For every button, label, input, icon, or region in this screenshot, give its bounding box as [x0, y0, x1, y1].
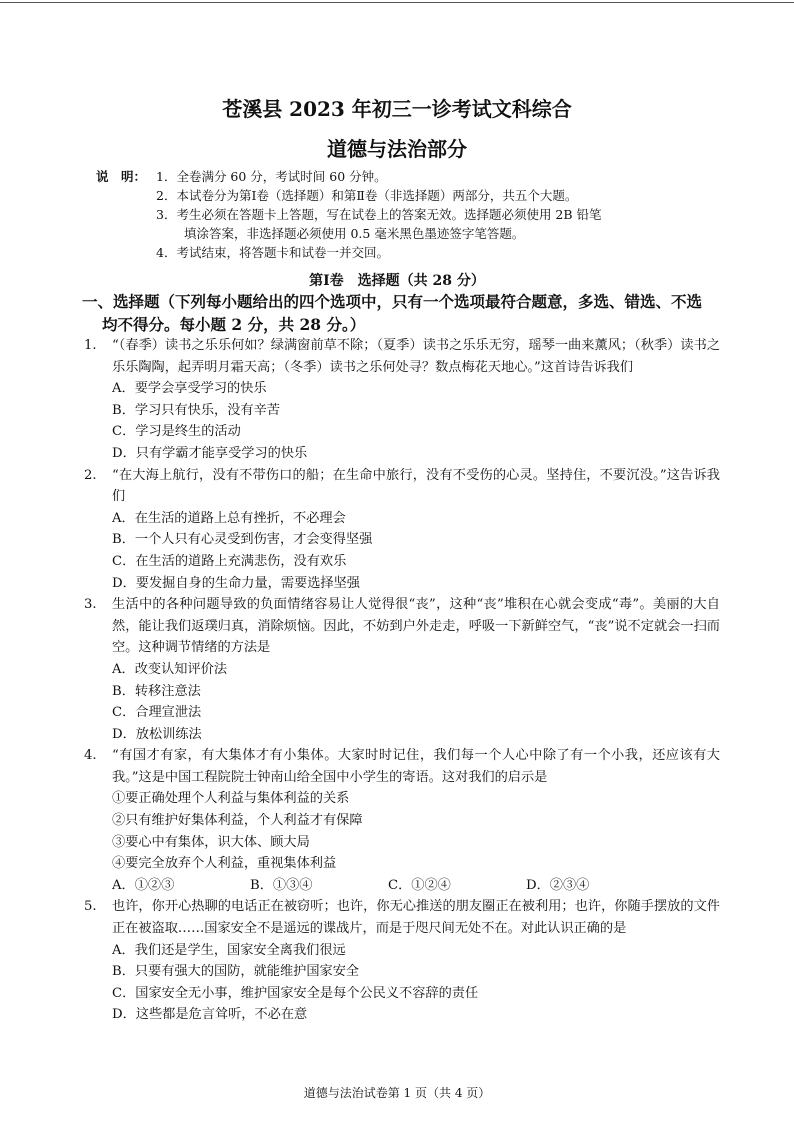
option-d: D．只有学霸才能享受学习的快乐: [112, 445, 308, 461]
option-c: C．在生活的道路上充满悲伤，没有欢乐: [112, 553, 347, 569]
question: [84, 594, 720, 745]
instructions-label: 说 明：: [96, 169, 147, 184]
option-b: B．转移注意法: [112, 683, 201, 699]
option-d: D．要发掘自身的生命力量，需要选择坚强: [112, 575, 360, 591]
option-c: C．学习是终生的活动: [112, 424, 241, 440]
question-list: [84, 335, 720, 1026]
instruction-item: 3．考生必须在答题卡上答题，写在试卷上的答案无效。选择题必须使用 2B 铅笔: [156, 207, 602, 222]
option-b: B．只要有强大的国防，就能维护国家安全: [112, 964, 360, 980]
section-instruction: [82, 290, 722, 336]
question-number: 2.: [84, 467, 97, 483]
exam-subtitle: 道德与法治部分: [327, 137, 467, 161]
section-title: 第Ⅰ卷 选择题（共 28 分）: [309, 273, 485, 289]
option-b: B．①③④: [250, 877, 313, 893]
question-stem: “有国才有家，有大集体才有小集体。大家时时记住，我们每一个人心中除了有一个小我，还应该有大我。”这是中国工程院院士钟南山给全国中小学生的寄语。这对我们的启示是: [112, 748, 720, 785]
question-stem: 生活中的各种问题导致的负面情绪容易让人觉得很“丧”，这种“丧”堆积在心就会变成“毒”。美丽的大自然，能让我们返璞归真，消除烦恼。因此，不妨到户外走走，呼吸一下新鲜空气，“丧”说不定就会一扫而空。这种调节情绪的方法是: [112, 597, 720, 656]
page-footer: 道德与法治试卷第 1 页（共 4 页）: [303, 1086, 491, 1100]
statement-2: ②只有维护好集体利益，个人利益才有保障: [112, 813, 363, 829]
option-a: A．①②③: [112, 877, 175, 893]
exam-title: 苍溪县 2023 年初三一诊考试文科综合: [222, 97, 572, 121]
option-c: C．国家安全无小事，维护国家安全是每个公民义不容辞的责任: [112, 985, 479, 1001]
top-border-line: [0, 2, 794, 3]
question-number: 3.: [84, 597, 97, 613]
option-a: A．改变认知评价法: [112, 661, 228, 677]
instructions-block: [96, 167, 602, 262]
question-stem: “（春季）读书之乐乐何如？绿满窗前草不除；（夏季）读书之乐乐无穷，瑶琴一曲来薰风；（秋季）读书之乐乐陶陶，起弄明月霜天高；（冬季）读书之乐何处寻？数点梅花天地心。”这首诗告诉我们: [112, 338, 720, 375]
instruction-item: 1．全卷满分 60 分，考试时间 60 分钟。: [156, 169, 387, 184]
instruction-item: 4．考试结束，将答题卡和试卷一并交回。: [156, 245, 389, 260]
question-number: 5.: [84, 899, 97, 915]
instruction-item: 填涂答案，非选择题必须使用 0.5 毫米黑色墨迹签字笔答题。: [184, 226, 525, 241]
statement-4: ④要完全放弃个人利益，重视集体利益: [112, 856, 337, 872]
option-d: D．这些都是危言耸听，不必在意: [112, 1007, 308, 1023]
question-number: 4.: [84, 748, 97, 764]
option-d: D．②③④: [526, 877, 590, 893]
instruction-line: 一、选择题（下列每小题给出的四个选项中，只有一个选项最符合题意，多选、错选、不选: [82, 292, 703, 311]
option-row: [84, 875, 720, 897]
question-stem: 也许，你开心热聊的电话正在被窃听；也许，你无心推送的朋友圈正在被利用；也许，你随手摆放的文件正在被盗取……国家安全不是遥远的谍战片，而是于咫尺间无处不在。对此认识正确的是: [112, 899, 720, 937]
statement-3: ③要心中有集体，识大体、顾大局: [112, 834, 310, 850]
instruction-line: 均不得分。每小题 2 分，共 28 分。）: [102, 315, 366, 334]
question: [84, 896, 720, 1026]
option-a: A．要学会享受学习的快乐: [112, 381, 267, 397]
option-b: B．一个人只有心灵受到伤害，才会变得坚强: [112, 532, 373, 548]
option-b: B．学习只有快乐，没有辛苦: [112, 402, 280, 418]
option-c: C．合理宣泄法: [112, 705, 202, 721]
option-a: A．我们还是学生，国家安全离我们很远: [112, 942, 346, 958]
statement-1: ①要正确处理个人利益与集体利益的关系: [112, 791, 350, 807]
option-c: C．①②④: [388, 877, 451, 893]
question-stem: “在大海上航行，没有不带伤口的船；在生命中旅行，没有不受伤的心灵。坚持住，不要沉没。”这告诉我们: [112, 467, 720, 505]
question: [84, 335, 720, 465]
question-number: 1.: [84, 338, 97, 353]
question: [84, 465, 720, 595]
option-d: D．放松训练法: [112, 726, 202, 742]
instruction-item: 2．本试卷分为第Ⅰ卷（选择题）和第Ⅱ卷（非选择题）两部分，共五个大题。: [156, 188, 578, 203]
question: [84, 745, 720, 896]
option-a: A．在生活的道路上总有挫折，不必理会: [112, 510, 346, 526]
